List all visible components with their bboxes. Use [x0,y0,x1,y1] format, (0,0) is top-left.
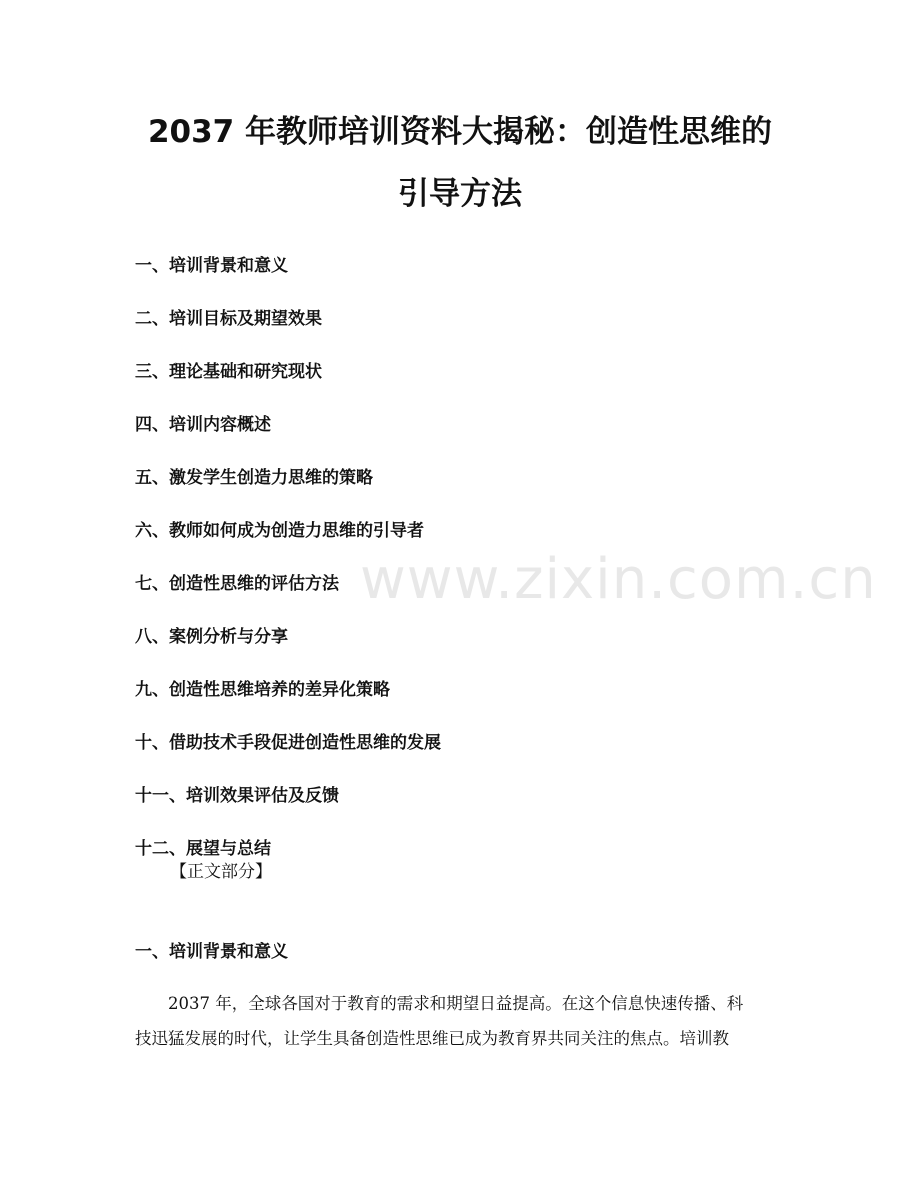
body-paragraph-line-1: 2037 年，全球各国对于教育的需求和期望日益提高。在这个信息快速传播、科 [168,994,744,1013]
document-title-line-2: 引导方法 [398,176,522,212]
toc-item-2: 二、培训目标及期望效果 [135,309,322,329]
toc-item-3: 三、理论基础和研究现状 [135,362,322,382]
toc-item-9: 九、创造性思维培养的差异化策略 [135,680,390,700]
body-section-marker: 【正文部分】 [170,862,272,882]
toc-item-5: 五、激发学生创造力思维的策略 [135,468,373,488]
toc-item-7: 七、创造性思维的评估方法 [135,574,339,594]
toc-item-1: 一、培训背景和意义 [135,256,288,276]
document-title-line-1: 2037 年教师培训资料大揭秘：创造性思维的 [147,114,773,150]
toc-item-4: 四、培训内容概述 [135,415,271,435]
toc-item-12: 十二、展望与总结 [135,839,271,859]
toc-item-10: 十、借助技术手段促进创造性思维的发展 [135,733,441,753]
toc-item-8: 八、案例分析与分享 [135,627,288,647]
body-paragraph-line-2: 技迅猛发展的时代，让学生具备创造性思维已成为教育界共同关注的焦点。培训教 [135,1029,729,1048]
toc-item-6: 六、教师如何成为创造力思维的引导者 [135,521,424,541]
toc-item-11: 十一、培训效果评估及反馈 [135,786,339,806]
section-heading: 一、培训背景和意义 [135,942,288,962]
watermark: www.zixin.com.cn [360,547,877,612]
